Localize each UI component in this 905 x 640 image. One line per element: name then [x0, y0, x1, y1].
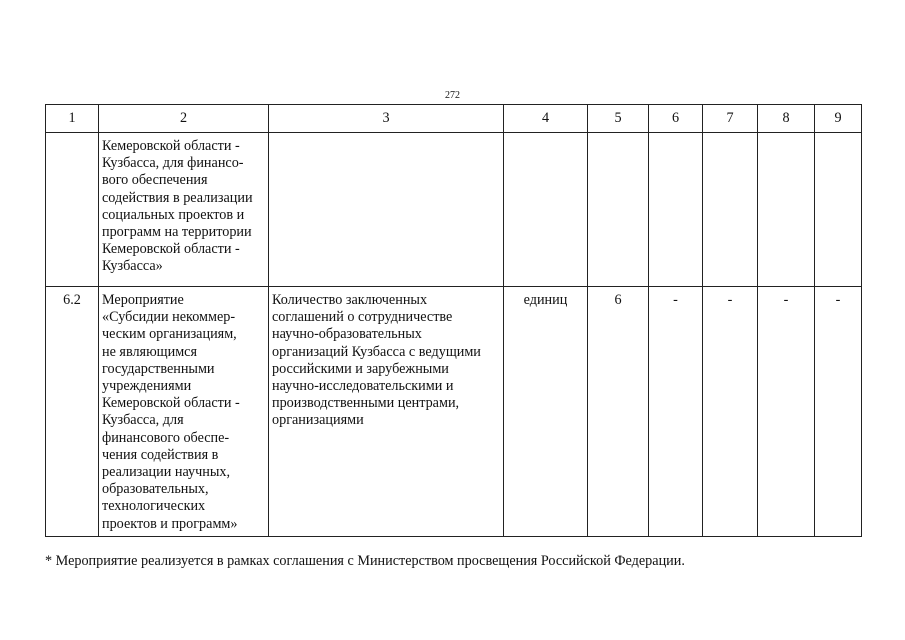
value-cell-col8: - — [758, 287, 815, 537]
text-line: Мероприятие — [102, 292, 184, 308]
row-number-cell — [46, 133, 99, 287]
text-line: Кемеровской области - — [102, 395, 240, 412]
header-cell: 3 — [269, 105, 504, 133]
text-line: производственными центрами, — [272, 395, 460, 412]
text-line: Кузбасса, для финансо- — [102, 155, 244, 172]
text-line: программ на территории — [102, 224, 252, 241]
indicator-cell — [269, 133, 504, 287]
text-line: образовательных, — [102, 481, 209, 498]
unit-cell: единиц — [504, 287, 588, 537]
row-number-cell: 6.2 — [46, 287, 99, 537]
text-line: проектов и программ» — [102, 515, 238, 532]
header-cell: 1 — [46, 105, 99, 133]
indicator-cell — [269, 287, 504, 537]
text-line: «Субсидии некоммер- — [102, 309, 236, 326]
text-line: Кузбасса, для — [102, 412, 184, 429]
text-line: научно-образовательных — [272, 326, 422, 343]
footnote: * Мероприятие реализуется в рамках соглашения с Министерством просвещения Российской Федерации. — [45, 553, 685, 569]
document-table — [45, 104, 862, 537]
text-line: Кузбасса» — [102, 258, 163, 275]
event-description-cell — [99, 133, 269, 287]
unit-cell — [504, 133, 588, 287]
text-line: вого обеспечения — [102, 172, 208, 189]
text-line: финансового обеспе- — [102, 429, 230, 446]
header-cell: 5 — [588, 105, 649, 133]
table-header-row — [46, 105, 862, 133]
value-cell-col9: - — [815, 287, 862, 537]
header-cell: 7 — [703, 105, 758, 133]
table-row-continuation — [46, 133, 862, 287]
value-cell — [703, 133, 758, 287]
text-line: Кемеровской области - — [102, 241, 240, 258]
header-cell: 6 — [649, 105, 703, 133]
page-number: 272 — [445, 90, 460, 101]
text-line: соглашений о сотрудничестве — [272, 309, 453, 326]
text-line: содействия в реализации — [102, 189, 253, 206]
text-line: Количество заключенных — [272, 292, 428, 308]
value-cell — [758, 133, 815, 287]
header-cell: 8 — [758, 105, 815, 133]
text-line: научно-исследовательскими и — [272, 378, 454, 395]
text-line: организаций Кузбасса с ведущими — [272, 343, 481, 360]
value-cell — [815, 133, 862, 287]
text-line: ческим организациям, — [102, 326, 237, 343]
header-cell: 9 — [815, 105, 862, 133]
text-line: чения содействия в — [102, 446, 219, 463]
text-line: учреждениями — [102, 378, 192, 395]
event-description-cell — [99, 287, 269, 537]
value-cell — [588, 133, 649, 287]
text-line: российскими и зарубежными — [272, 360, 449, 377]
header-cell: 2 — [99, 105, 269, 133]
header-cell: 4 — [504, 105, 588, 133]
text-line: Кемеровской области - — [102, 138, 240, 154]
text-line: организациями — [272, 412, 364, 429]
text-line: социальных проектов и — [102, 206, 245, 223]
value-cell-col7: - — [703, 287, 758, 537]
value-cell-col6: - — [649, 287, 703, 537]
text-line: технологических — [102, 498, 206, 515]
value-cell — [649, 133, 703, 287]
text-line: реализации научных, — [102, 464, 231, 481]
table-row-6-2 — [46, 287, 862, 537]
text-line: не являющимся — [102, 343, 197, 360]
value-cell-col5: 6 — [588, 287, 649, 537]
text-line: государственными — [102, 360, 215, 377]
